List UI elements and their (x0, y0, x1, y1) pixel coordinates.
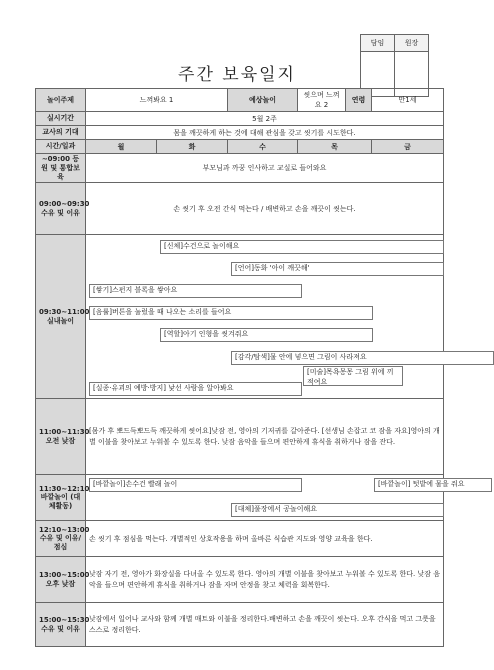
lunch-activity: 손 씻기 후 점심을 먹는다. 개별적인 상호작용을 하며 올바른 식습관 지도와 영양 교육을 한다. (86, 521, 444, 557)
activity-physical[interactable]: [신체]수건으로 놀이해요 (160, 240, 444, 253)
morning-nap-activity: [몸가 후 뽀드득뽀드득 깨끗하게 씻어요]낮잠 전, 영아의 기저귀를 갈아준다. [선생님 손잡고 코 잠을 자요]영아의 개별 이불을 찾아보고 누워볼 수 있도록 한다. 낮잠 음악을 들으며 편안하게 휴식을 취하거나 잠을 잔다. (86, 399, 444, 475)
arrival-activity: 부모님과 까꿍 인사하고 교실로 들어와요 (86, 154, 444, 183)
activity-role-play[interactable]: [역할]아기 인형을 씻겨줘요 (160, 328, 373, 341)
teacher-expectation-value: 몸을 깨끗하게 하는 것에 대해 관심을 갖고 씻기를 시도한다. (86, 126, 444, 140)
time-schedule-header: 시간/일과 (36, 140, 86, 154)
outdoor-activity-laundry[interactable]: [바깥놀이]손수건 빨래 놀이 (89, 478, 302, 491)
morning-nap-time-label: 11:00~11:30 오전 낮잠 (36, 399, 86, 475)
activity-safety[interactable]: [실종·유괴의 예방·방지] 낯선 사람을 알아봐요 (89, 382, 302, 395)
day-fri: 금 (372, 140, 444, 154)
activity-blocks[interactable]: [쌓기]스펀지 블록을 쌓아요 (89, 284, 302, 297)
period-label: 실시기간 (36, 112, 86, 126)
activity-sensory[interactable]: [감각/탐색]물 안에 넣으면 그림이 사라져요 (231, 351, 494, 364)
day-wed: 수 (228, 140, 298, 154)
outdoor-play-time-label: 11:30~12:10 바깥놀이 (대체활동) (36, 475, 86, 521)
theme-label: 놀이주제 (36, 89, 86, 112)
lunch-time-label: 12:10~13:00 수유 및 이유/점심 (36, 521, 86, 557)
afternoon-snack-time-label: 15:00~15:30 수유 및 이유 (36, 603, 86, 647)
afternoon-nap-time-label: 13:00~15:00 오후 낮잠 (36, 557, 86, 603)
approval-director-label: 원장 (395, 35, 429, 52)
age-label: 연령 (346, 89, 372, 112)
activity-art[interactable]: [미술]목욕몽몽 그림 위에 끼적여요 (303, 366, 403, 386)
expected-play-label: 예상놀이 (228, 89, 298, 112)
page-title: 주간 보육일지 (178, 65, 296, 85)
outdoor-play-area (86, 475, 465, 521)
day-tue: 화 (157, 140, 228, 154)
approval-teacher-label: 담임 (361, 35, 395, 52)
afternoon-nap-activity: 낮잠 자기 전, 영아가 화장실을 다녀올 수 있도록 한다. 영아의 개별 이불을 찾아보고 누워볼 수 있도록 한다. 낮잠 음악을 들으며 편안하게 휴식을 취하거나 잠을 자며 안정을 찾고 체력을 회복한다. (86, 557, 444, 603)
activity-music[interactable]: [음률]버튼을 눌렀을 때 나오는 소리를 들어요 (89, 306, 373, 319)
indoor-play-time-label: 09:30~11:00 실내놀이 (36, 235, 86, 399)
morning-snack-time-label: 09:00~09:30 수유 및 이유 (36, 183, 86, 235)
arrival-time-label: ~09:00 등원 및 통합보육 (36, 154, 86, 183)
age-value: 만1세 (372, 89, 444, 112)
day-thu: 목 (298, 140, 372, 154)
afternoon-snack-activity: 낮잠에서 일어나 교사와 함께 개별 매트와 이불을 정리한다.배변하고 손을 깨끗이 씻는다. 오후 간식을 먹고 그릇을 스스로 정리한다. (86, 603, 444, 647)
expected-play-value: 씻으며 느껴요 2 (298, 89, 346, 112)
morning-snack-activity: 손 씻기 후 오전 간식 먹는다 / 배변하고 손을 깨끗이 씻는다. (86, 183, 444, 235)
indoor-play-area (86, 235, 444, 399)
activity-language[interactable]: [언어]동화 '아이 깨끗해' (231, 262, 444, 275)
teacher-expectation-label: 교사의 기대 (36, 126, 86, 140)
day-mon: 월 (86, 140, 157, 154)
alternative-activity-pool[interactable]: [대체]풀장에서 공놀이해요 (231, 503, 444, 516)
period-value: 5월 2주 (86, 112, 444, 126)
journal-table (35, 88, 465, 647)
theme-value: 느껴봐요 1 (86, 89, 228, 112)
outdoor-activity-garden[interactable]: [바깥놀이] 텃밭에 물을 줘요 (374, 478, 492, 491)
